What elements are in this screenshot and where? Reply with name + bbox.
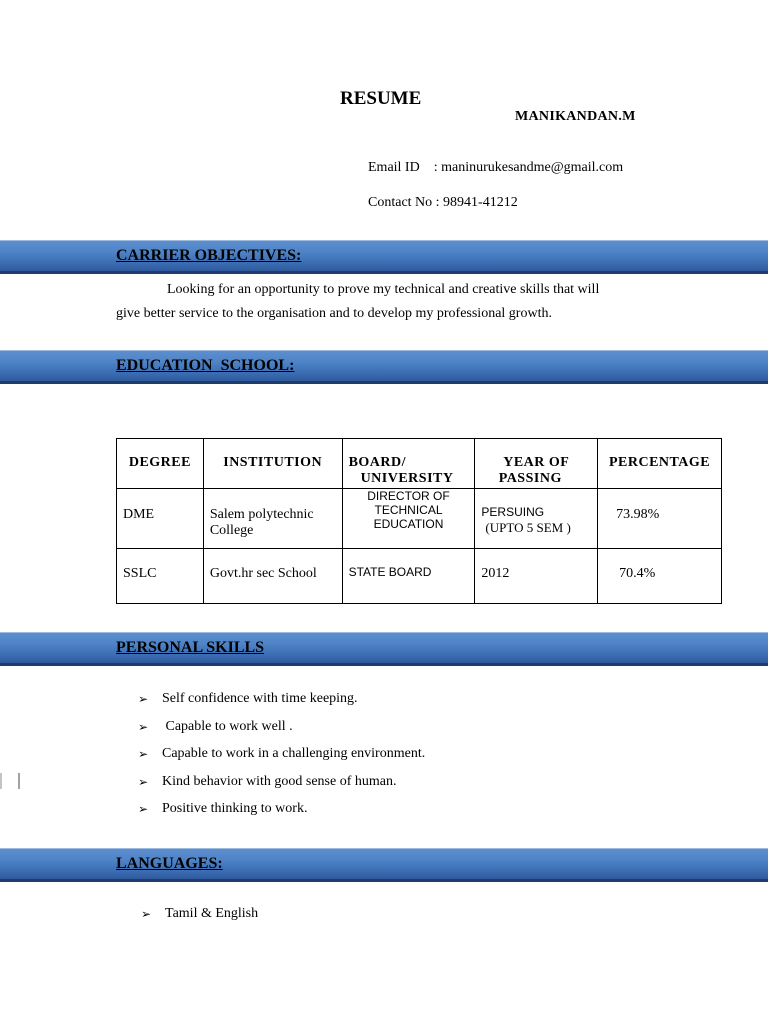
header-degree: DEGREE [117, 439, 204, 489]
cell-institution [203, 489, 342, 549]
languages-banner [0, 848, 768, 882]
skill-text: Self confidence with time keeping. [162, 691, 358, 706]
list-item [138, 719, 425, 747]
email-line: Email ID : maninurukesandme@gmail.com [368, 160, 624, 175]
cell-percentage: 73.98% [598, 489, 722, 549]
cell-year: 2012 [475, 549, 598, 604]
arrow-bullet-icon: ➢ [138, 802, 149, 816]
objective-text-line-1: Looking for an opportunity to prove my technical and creative skills that will [167, 282, 600, 297]
list-item [141, 906, 258, 934]
table-header-row [117, 439, 722, 489]
header-board-line-1: BOARD/ [348, 455, 407, 470]
header-year-line-1: YEAR OF [503, 455, 570, 470]
list-item [138, 746, 425, 774]
header-year-line-2: PASSING [498, 471, 562, 486]
cell-institution: Govt.hr sec School [203, 549, 342, 604]
header-institution: INSTITUTION [203, 439, 342, 489]
resume-title: RESUME [340, 88, 422, 109]
cell-institution-line-2: College [209, 523, 254, 538]
skills-heading: PERSONAL SKILLS [116, 639, 265, 656]
cell-percentage: 70.4% [598, 549, 722, 604]
skills-list [138, 691, 425, 829]
arrow-bullet-icon: ➢ [138, 747, 149, 761]
arrow-bullet-icon: ➢ [138, 774, 149, 789]
arrow-bullet-icon: ➢ [138, 719, 149, 734]
header-board-line-2: UNIVERSITY [360, 471, 454, 486]
header-percentage: PERCENTAGE [598, 439, 722, 489]
education-banner [0, 350, 768, 384]
languages-list [141, 906, 258, 934]
header-board [342, 439, 475, 489]
cell-year-line-2: (UPTO 5 SEM ) [485, 520, 571, 535]
cell-board-line-1: DIRECTOR OF [367, 489, 450, 503]
table-row [117, 489, 722, 549]
skill-text: Kind behavior with good sense of human. [162, 773, 397, 789]
cell-degree: DME [117, 489, 204, 549]
languages-heading: LANGUAGES: [116, 855, 223, 872]
objectives-banner [0, 240, 768, 274]
objective-text-line-2: give better service to the organisation and to develop my professional growth. [116, 306, 552, 321]
cell-board-line-3: EDUCATION [373, 517, 444, 531]
skill-text: Capable to work in a challenging environment. [162, 746, 426, 761]
list-item [138, 801, 425, 829]
objectives-heading: CARRIER OBJECTIVES: [116, 247, 302, 264]
list-item [138, 774, 425, 802]
education-heading: EDUCATION SCHOOL: [116, 357, 295, 374]
arrow-bullet-icon: ➢ [138, 692, 149, 706]
skill-text: Capable to work well . [162, 718, 293, 734]
cell-year-line-1: PERSUING [481, 505, 545, 519]
header-year [475, 439, 598, 489]
candidate-name: MANIKANDAN.M [515, 109, 636, 124]
margin-marks [0, 773, 22, 789]
cell-board: STATE BOARD [342, 549, 475, 604]
cell-board-line-2: TECHNICAL [374, 503, 443, 517]
table-row [117, 549, 722, 604]
skills-banner [0, 632, 768, 666]
contact-line: Contact No : 98941-41212 [368, 195, 518, 210]
education-table [116, 438, 722, 604]
list-item [138, 691, 425, 719]
arrow-bullet-icon: ➢ [141, 907, 152, 921]
skill-text: Positive thinking to work. [162, 801, 308, 816]
cell-degree: SSLC [117, 549, 204, 604]
cell-board [342, 489, 475, 549]
cell-year [475, 489, 598, 549]
language-text: Tamil & English [165, 906, 259, 921]
cell-institution-line-1: Salem polytechnic [209, 507, 314, 522]
